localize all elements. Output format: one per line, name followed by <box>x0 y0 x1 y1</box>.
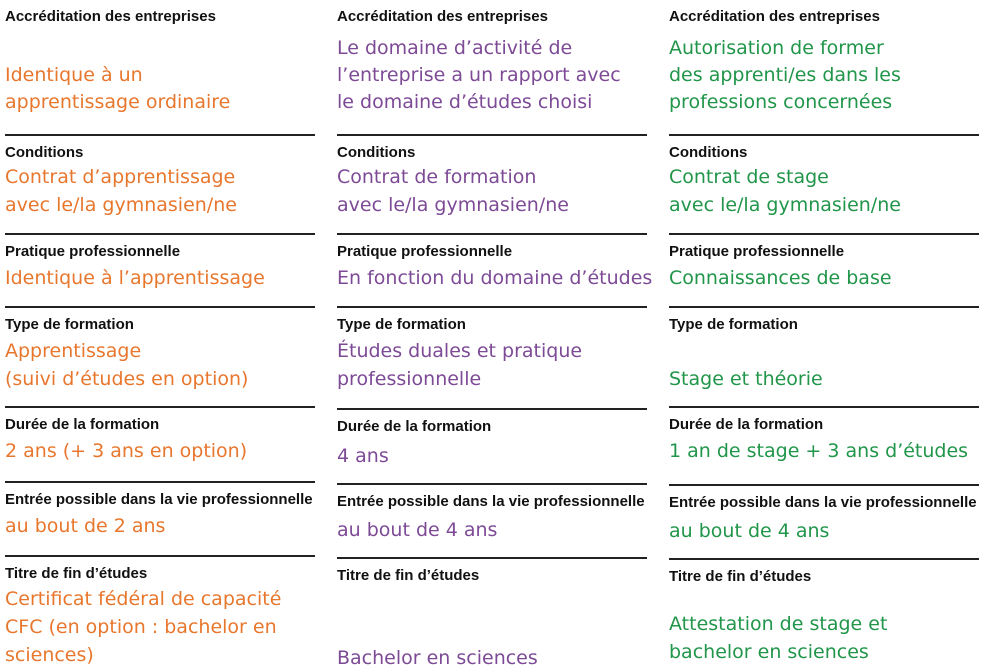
section-entree <box>669 484 979 542</box>
column-apprenticeship <box>5 0 315 670</box>
section-pratique <box>669 233 979 289</box>
section-entree <box>337 483 647 541</box>
section-conditions <box>5 134 315 216</box>
section-label: Conditions <box>5 144 84 161</box>
section-type <box>337 306 647 390</box>
section-value-line: sciences) <box>5 644 94 666</box>
section-label: Pratique professionnelle <box>5 243 181 260</box>
section-value-line: avec le/la gymnasien/ne <box>5 194 237 216</box>
section-label: Entrée possible dans la vie professionnelle <box>337 493 645 510</box>
section-duree <box>5 406 315 462</box>
section-value-line: En fonction du domaine d’études <box>337 267 653 289</box>
section-value-line: au bout de 4 ans <box>669 520 830 542</box>
section-entree <box>5 481 315 537</box>
section-type <box>669 306 979 390</box>
section-value-line: Identique à un <box>5 64 143 86</box>
section-value-line: au bout de 4 ans <box>337 519 498 541</box>
section-label: Durée de la formation <box>337 418 492 435</box>
section-value-line: Apprentissage <box>5 340 142 362</box>
section-value-line: des apprenti/es dans les <box>669 64 901 86</box>
section-value-line: 1 an de stage + 3 ans d’études <box>669 440 969 462</box>
section-label: Titre de fin d’études <box>337 567 480 584</box>
section-value-line: Contrat de stage <box>669 166 829 188</box>
section-titre <box>5 555 315 666</box>
section-duree <box>669 406 979 462</box>
section-value-line: professionnelle <box>337 368 482 390</box>
section-label: Accréditation des entreprises <box>5 8 216 25</box>
section-value-line: (suivi d’études en option) <box>5 368 249 390</box>
section-value-line: apprentissage ordinaire <box>5 91 231 113</box>
section-value-line: 2 ans (+ 3 ans en option) <box>5 440 248 462</box>
section-value-line: Certificat fédéral de capacité <box>5 588 282 610</box>
section-value-line: avec le/la gymnasien/ne <box>337 194 569 216</box>
section-titre <box>337 557 647 669</box>
section-duree <box>337 408 647 467</box>
section-value-line: bachelor en sciences <box>669 641 869 663</box>
section-label: Accréditation des entreprises <box>669 8 880 25</box>
section-value-line: 4 ans <box>337 445 389 467</box>
section-label: Type de formation <box>337 316 466 333</box>
column-internship <box>669 0 979 670</box>
section-pratique <box>337 233 653 289</box>
section-value-line: l’entreprise a un rapport avec <box>337 64 621 86</box>
section-value-line: Contrat de formation <box>337 166 537 188</box>
section-label: Conditions <box>669 144 748 161</box>
section-value-line: Autorisation de former <box>669 37 884 59</box>
section-value-line: Contrat d’apprentissage <box>5 166 236 188</box>
section-value-line: Identique à l’apprentissage <box>5 267 265 289</box>
section-label: Pratique professionnelle <box>337 243 513 260</box>
section-label: Durée de la formation <box>5 416 160 433</box>
section-value-line: professions concernées <box>669 91 893 113</box>
section-label: Entrée possible dans la vie professionnelle <box>5 491 313 508</box>
section-label: Pratique professionnelle <box>669 243 845 260</box>
column-dual-studies <box>337 0 653 670</box>
section-label: Accréditation des entreprises <box>337 8 548 25</box>
section-type <box>5 306 315 390</box>
section-value-line: avec le/la gymnasien/ne <box>669 194 901 216</box>
section-value-line: Stage et théorie <box>669 368 823 390</box>
section-label: Conditions <box>337 144 416 161</box>
section-value-line: Attestation de stage et <box>669 613 888 635</box>
section-conditions <box>337 134 647 216</box>
section-label: Durée de la formation <box>669 416 824 433</box>
section-value-line: CFC (en option : bachelor en <box>5 616 277 638</box>
section-value-line: Bachelor en sciences <box>337 647 538 669</box>
section-label: Entrée possible dans la vie professionnelle <box>669 494 977 511</box>
section-label: Type de formation <box>669 316 798 333</box>
section-label: Titre de fin d’études <box>5 565 148 582</box>
section-value-line: au bout de 2 ans <box>5 515 166 537</box>
section-pratique <box>5 233 315 289</box>
section-value-line: Le domaine d’activité de <box>337 37 573 59</box>
section-value-line: Études duales et pratique <box>337 340 583 362</box>
section-conditions <box>669 134 979 216</box>
section-label: Titre de fin d’études <box>669 568 812 585</box>
section-value-line: Connaissances de base <box>669 267 892 289</box>
section-titre <box>669 558 979 663</box>
section-label: Type de formation <box>5 316 134 333</box>
section-value-line: le domaine d’études choisi <box>337 91 593 113</box>
